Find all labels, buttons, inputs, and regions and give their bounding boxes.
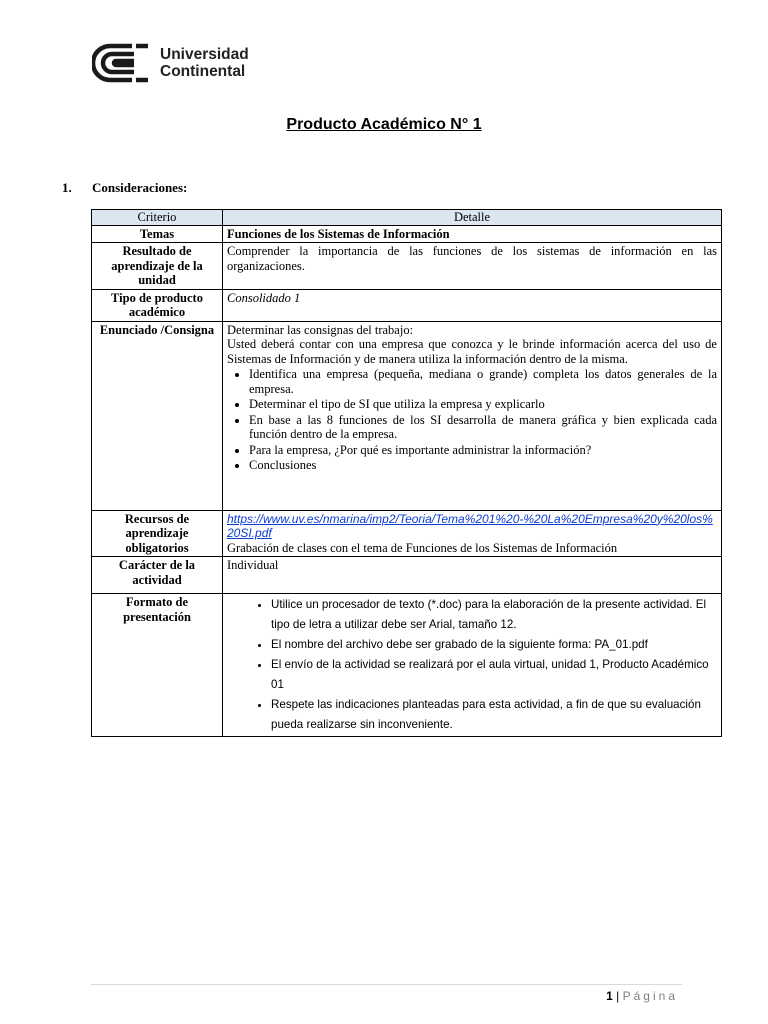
- row-value-caracter: Individual: [223, 557, 722, 594]
- list-item: • Respete las indicaciones planteadas para esta actividad, a fin de que su evaluación pueda realizarse sin inconveniente.: [271, 695, 717, 735]
- list-item: • El nombre del archivo debe ser grabado de la siguiente forma: PA_01.pdf: [271, 635, 717, 655]
- table-row: [92, 557, 722, 594]
- row-value-recursos: [223, 510, 722, 557]
- university-logo: [92, 42, 249, 84]
- logo-line-2: Continental: [160, 63, 246, 80]
- section-label: Consideraciones:: [92, 180, 188, 195]
- row-label-formato: Formato de presentación: [92, 594, 223, 737]
- enunciado-intro-2: Usted deberá contar con una empresa que conozca y le brinde información acerca del uso de Sistemas de Información y de manera utiliza la información dentro de la misma.: [227, 337, 717, 366]
- row-label-caracter: Carácter de la actividad: [92, 557, 223, 594]
- list-item: • En base a las 8 funciones de los SI desarrolla de manera gráfica y bien explicada cada función dentro de la empresa.: [249, 413, 717, 442]
- enunciado-intro-1: Determinar las consignas del trabajo:: [227, 322, 414, 337]
- header-detalle: Detalle: [223, 210, 722, 226]
- list-item: • El envío de la actividad se realizará por el aula virtual, unidad 1, Producto Académico 01: [271, 655, 717, 695]
- page-title: Producto Académico N° 1: [286, 116, 482, 133]
- row-value-temas: Funciones de los Sistemas de Información: [223, 225, 722, 243]
- considerations-table: [91, 209, 722, 737]
- resource-link[interactable]: https://www.uv.es/nmarina/imp2/Teoria/Tema%201%20-%20La%20Empresa%20y%20los%20SI.pdf: [227, 511, 713, 540]
- page-footer: [606, 989, 678, 1003]
- list-item: • Utilice un procesador de texto (*.doc) para la elaboración de la presente actividad. El tipo de letra a utilizar debe ser Arial, tamaño 12.: [271, 595, 717, 635]
- row-label-tipo: Tipo de producto académico: [92, 289, 223, 321]
- section-number: 1.: [62, 180, 72, 195]
- header-criterio: Criterio: [92, 210, 223, 226]
- table-header-row: [92, 210, 722, 226]
- resource-text: Grabación de clases con el tema de Funciones de los Sistemas de Información: [227, 540, 618, 555]
- row-value-enunciado: [223, 321, 722, 510]
- footer-label: Página: [622, 989, 678, 1003]
- row-value-formato: [223, 594, 722, 737]
- list-item: • Para la empresa, ¿Por qué es importante administrar la información?: [249, 443, 717, 458]
- row-label-enunciado: Enunciado /Consigna: [92, 321, 223, 510]
- table-row: [92, 594, 722, 737]
- list-item: • Determinar el tipo de SI que utiliza la empresa y explicarlo: [249, 397, 717, 412]
- list-item: • Conclusiones: [249, 458, 717, 473]
- table-row: [92, 225, 722, 243]
- footer-divider: [91, 984, 682, 985]
- continental-logo-icon: [92, 42, 150, 84]
- row-label-temas: Temas: [92, 225, 223, 243]
- row-label-resultado: Resultado de aprendizaje de la unidad: [92, 243, 223, 290]
- row-label-recursos: Recursos de aprendizaje obligatorios: [92, 510, 223, 557]
- list-item: • Identifica una empresa (pequeña, mediana o grande) completa los datos generales de la empresa.: [249, 367, 717, 396]
- table-row: [92, 289, 722, 321]
- table-row: [92, 510, 722, 557]
- section-heading: [62, 180, 187, 196]
- page-number: 1: [606, 989, 613, 1003]
- row-value-tipo: Consolidado 1: [223, 289, 722, 321]
- table-row: [92, 321, 722, 510]
- logo-line-1: Universidad: [160, 46, 249, 63]
- footer-separator: |: [616, 989, 620, 1003]
- table-row: [92, 243, 722, 290]
- row-value-resultado: Comprender la importancia de las funciones de los sistemas de información en las organizaciones.: [223, 243, 722, 290]
- enunciado-list: [227, 367, 717, 473]
- formato-list: [227, 595, 717, 735]
